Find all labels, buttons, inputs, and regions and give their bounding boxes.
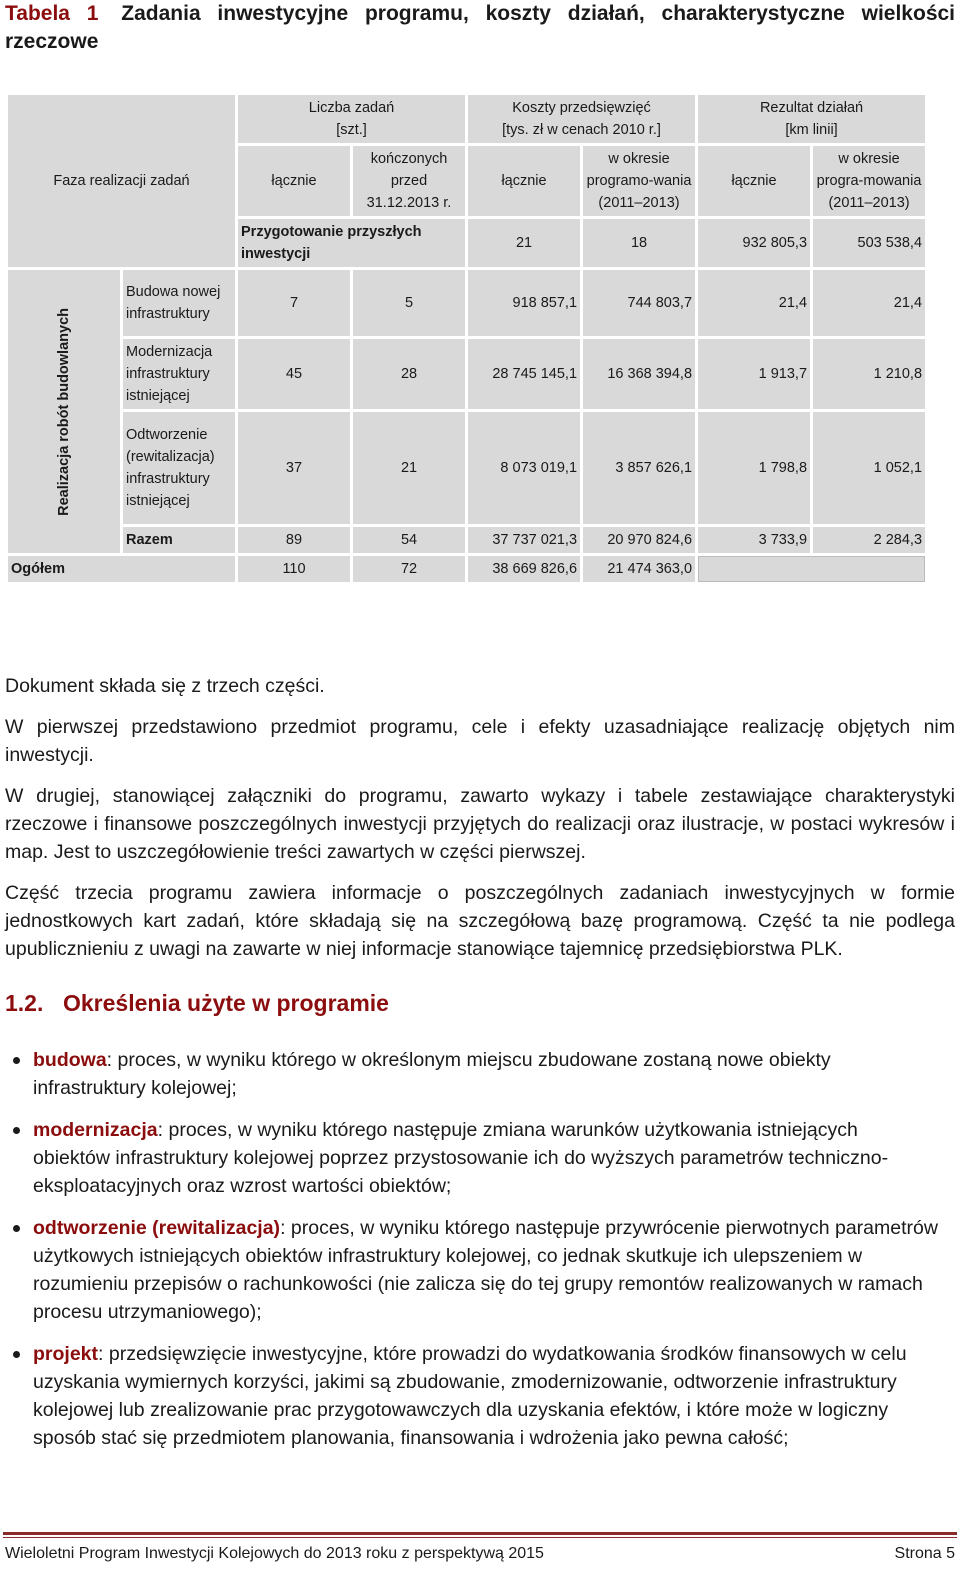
term: projekt	[33, 1343, 99, 1365]
group-header-row	[8, 95, 931, 143]
cell: 89	[238, 527, 350, 553]
cell: 3 857 626,1	[583, 412, 695, 524]
list-item	[5, 1214, 940, 1326]
group-header: Rezultat działań [km linii]	[698, 95, 925, 143]
footer-divider-thin	[3, 1537, 957, 1538]
cell: 932 805,3	[698, 219, 810, 267]
cell: 45	[238, 339, 350, 409]
group-header: Koszty przedsięwzięć [tys. zł w cenach 2010 r.]	[468, 95, 695, 143]
cell: 21 474 363,0	[583, 556, 695, 582]
cell: 21	[353, 412, 465, 524]
list-item	[5, 1340, 940, 1452]
cell: 1 210,8	[813, 339, 925, 409]
table-row-ogolem	[8, 556, 931, 582]
cell: 21,4	[813, 270, 925, 336]
empty-cell	[698, 556, 925, 582]
footer-divider	[3, 1532, 957, 1535]
table-row	[8, 339, 931, 409]
cell: 110	[238, 556, 350, 582]
body-text	[5, 672, 955, 976]
subheader: łącznie	[238, 146, 350, 216]
cell: 1 913,7	[698, 339, 810, 409]
cell: 918 857,1	[468, 270, 580, 336]
cell: 16 368 394,8	[583, 339, 695, 409]
cell: 7	[238, 270, 350, 336]
paragraph: Część trzecia programu zawiera informacje o poszczególnych zadaniach inwestycyjnych w formie jednostkowych kart zadań, które składają się na szczegółową bazę programową. Część ta nie podlega upublicznieniu z uwagi na zawarte w niej informacje stanowiące tajemnicę przedsiębiorstwa PLK.	[5, 882, 955, 960]
cell: 37 737 021,3	[468, 527, 580, 553]
table-row-razem	[8, 527, 931, 553]
cell: 28 745 145,1	[468, 339, 580, 409]
cell: 72	[353, 556, 465, 582]
cell: 21,4	[698, 270, 810, 336]
list-item	[5, 1046, 940, 1102]
row-label: Przygotowanie przyszłych inwestycji	[238, 219, 465, 267]
cell: 3 733,9	[698, 527, 810, 553]
row-label: Razem	[123, 527, 235, 553]
cell: 2 284,3	[813, 527, 925, 553]
subheader: w okresie progra-mowania (2011–2013)	[813, 146, 925, 216]
cell: 1 798,8	[698, 412, 810, 524]
table-row	[8, 270, 931, 336]
cell: 5	[353, 270, 465, 336]
row-label: Ogółem	[8, 556, 235, 582]
cell: 8 073 019,1	[468, 412, 580, 524]
cell: 1 052,1	[813, 412, 925, 524]
row-label: Odtworzenie (rewitalizacja) infrastruktury istniejącej	[123, 412, 235, 524]
cell: 28	[353, 339, 465, 409]
term: odtworzenie (rewitalizacja)	[33, 1217, 281, 1239]
definition: : proces, w wyniku którego następuje przywrócenie pierwotnych parametrów użytkowych istniejących obiektów infrastruktury kolejowej, co jednak skutkuje ich ulepszeniem w rozumieniu przepisów o rachunkowości (nie zalicza się do tej grupy remontów realizowanych w ramach procesu utrzymaniowego);	[33, 1217, 938, 1323]
cell: 38 669 826,6	[468, 556, 580, 582]
caption-text: Zadania inwestycyjne programu, koszty działań, charakterystyczne wielkości rzeczowe	[5, 2, 956, 53]
bullet-icon	[13, 1225, 20, 1232]
page-number: Strona 5	[894, 1545, 955, 1562]
caption-label: Tabela 1	[5, 2, 99, 25]
subheader: łącznie	[468, 146, 580, 216]
cell: 744 803,7	[583, 270, 695, 336]
subheader: w okresie programo-wania (2011–2013)	[583, 146, 695, 216]
row-label: Modernizacja infrastruktury istniejącej	[123, 339, 235, 409]
table-caption	[5, 0, 955, 56]
section-title: Określenia użyte w programie	[63, 990, 389, 1016]
footer-title: Wieloletni Program Inwestycji Kolejowych do 2013 roku z perspektywą 2015	[5, 1545, 544, 1562]
cell: 20 970 824,6	[583, 527, 695, 553]
cell: 503 538,4	[813, 219, 925, 267]
bullet-icon	[13, 1057, 20, 1064]
table-row	[8, 412, 931, 524]
cell: 18	[583, 219, 695, 267]
section-number: 1.2.	[5, 990, 44, 1016]
list-item	[5, 1116, 940, 1200]
realization-label: Realizacja robót budowlanych	[8, 270, 120, 553]
definition: : przedsięwzięcie inwestycyjne, które prowadzi do wydatkowania środków finansowych w celu uzyskania wymiernych korzyści, jakimi są zbudowanie, zmodernizowanie, odtworzenie infrastruktury kolejowej lub zrealizowanie prac przygotowawczych dla uzyskania efektów, i które może w logiczny sposób stać się przedmiotem planowania, finansowania i wdrożenia jako pewna całość;	[33, 1343, 907, 1449]
paragraph: Dokument składa się z trzech części.	[5, 675, 325, 697]
group-header: Liczba zadań [szt.]	[238, 95, 465, 143]
subheader: kończonych przed 31.12.2013 r.	[353, 146, 465, 216]
cell: 21	[468, 219, 580, 267]
paragraph: W drugiej, stanowiącej załączniki do programu, zawarto wykazy i tabele zestawiające charakterystyki rzeczowe i finansowe poszczególnych inwestycji przyjętych do realizacji oraz ilustracje, w postaci wykresów i map. Jest to uszczegółowienie treści zawartych w części pierwszej.	[5, 785, 955, 863]
definition: : proces, w wyniku którego w określonym miejscu zbudowane zostaną nowe obiekty infrastruktury kolejowej;	[33, 1049, 831, 1099]
bullet-icon	[13, 1127, 20, 1134]
cell: 54	[353, 527, 465, 553]
row-label: Budowa nowej infrastruktury	[123, 270, 235, 336]
definitions-list	[5, 1046, 940, 1466]
term: modernizacja	[33, 1119, 158, 1141]
cell: 37	[238, 412, 350, 524]
phase-header: Faza realizacji zadań	[8, 95, 235, 267]
section-heading	[5, 990, 389, 1017]
paragraph: W pierwszej przedstawiono przedmiot programu, cele i efekty uzasadniające realizację objętych nim inwestycji.	[5, 716, 955, 766]
subheader: łącznie	[698, 146, 810, 216]
definition: : proces, w wyniku którego następuje zmiana warunków użytkowania istniejących obiektów infrastruktury kolejowej poprzez przystosowanie ich do wyższych parametrów techniczno-eksploatacyjnych oraz wzrost wartości obiektów;	[33, 1119, 889, 1197]
investment-table	[5, 92, 934, 585]
bullet-icon	[13, 1351, 20, 1358]
term: budowa	[33, 1049, 107, 1071]
